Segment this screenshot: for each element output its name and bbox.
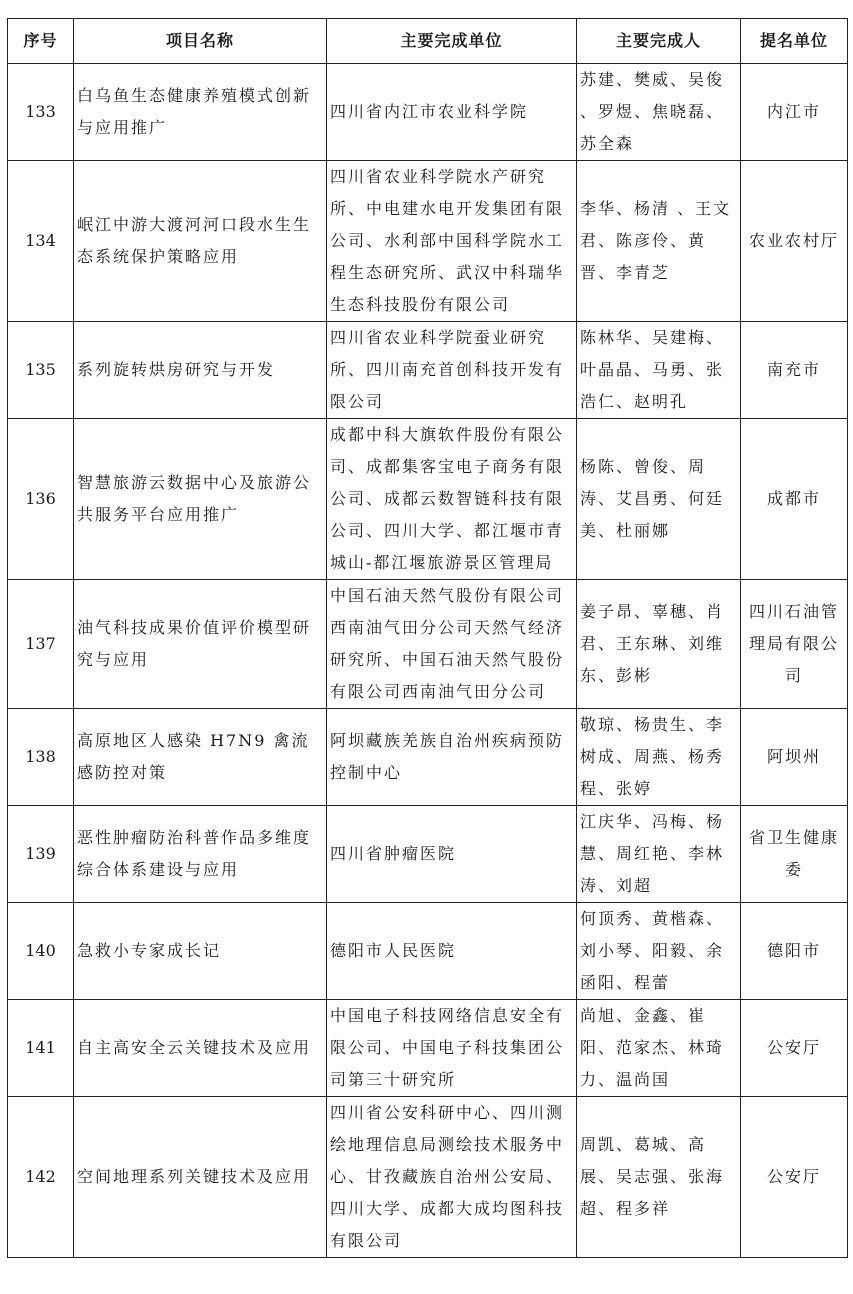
main-unit: 中国石油天然气股份有限公司西南油气田分公司天然气经济研究所、中国石油天然气股份有限公司西南油气田分公司	[327, 580, 577, 709]
row-number: 133	[8, 64, 74, 161]
table-row	[8, 580, 848, 709]
main-unit: 四川省肿瘤医院	[327, 806, 577, 903]
main-people: 杨陈、曾俊、周涛、艾昌勇、何廷美、杜丽娜	[577, 419, 741, 580]
main-people: 江庆华、冯梅、杨慧、周红艳、李林涛、刘超	[577, 806, 741, 903]
nominating-unit: 德阳市	[741, 903, 848, 1000]
nominating-unit: 省卫生健康委	[741, 806, 848, 903]
award-table	[7, 18, 848, 1258]
nominating-unit: 南充市	[741, 322, 848, 419]
main-people: 苏建、樊威、吴俊 、罗煜、焦晓磊、苏全森	[577, 64, 741, 161]
header-nominating-unit: 提名单位	[741, 19, 848, 64]
main-unit: 德阳市人民医院	[327, 903, 577, 1000]
project-name: 系列旋转烘房研究与开发	[74, 322, 327, 419]
main-unit: 四川省内江市农业科学院	[327, 64, 577, 161]
table-row	[8, 1097, 848, 1258]
award-table-page	[7, 18, 847, 1258]
header-project-name: 项目名称	[74, 19, 327, 64]
main-unit: 中国电子科技网络信息安全有限公司、中国电子科技集团公司第三十研究所	[327, 1000, 577, 1097]
table-row	[8, 1000, 848, 1097]
row-number: 137	[8, 580, 74, 709]
main-unit: 成都中科大旗软件股份有限公司、成都集客宝电子商务有限公司、成都云数智链科技有限公司、四川大学、都江堰市青城山-都江堰旅游景区管理局	[327, 419, 577, 580]
nominating-unit: 内江市	[741, 64, 848, 161]
main-unit: 四川省农业科学院蚕业研究所、四川南充首创科技开发有限公司	[327, 322, 577, 419]
nominating-unit: 公安厅	[741, 1000, 848, 1097]
table-row	[8, 322, 848, 419]
row-number: 136	[8, 419, 74, 580]
table-row	[8, 806, 848, 903]
row-number: 142	[8, 1097, 74, 1258]
project-name: 高原地区人感染 H7N9 禽流感防控对策	[74, 709, 327, 806]
main-people: 周凯、葛城、高展、吴志强、张海超、程多祥	[577, 1097, 741, 1258]
row-number: 139	[8, 806, 74, 903]
header-main-people: 主要完成人	[577, 19, 741, 64]
project-name: 智慧旅游云数据中心及旅游公共服务平台应用推广	[74, 419, 327, 580]
row-number: 135	[8, 322, 74, 419]
nominating-unit: 四川石油管理局有限公司	[741, 580, 848, 709]
table-row	[8, 903, 848, 1000]
header-main-unit: 主要完成单位	[327, 19, 577, 64]
table-row	[8, 419, 848, 580]
row-number: 141	[8, 1000, 74, 1097]
main-unit: 四川省农业科学院水产研究所、中电建水电开发集团有限公司、水利部中国科学院水工程生态研究所、武汉中科瑞华生态科技股份有限公司	[327, 161, 577, 322]
row-number: 138	[8, 709, 74, 806]
project-name: 油气科技成果价值评价模型研究与应用	[74, 580, 327, 709]
main-unit: 四川省公安科研中心、四川测绘地理信息局测绘技术服务中心、甘孜藏族自治州公安局、四川大学、成都大成均图科技有限公司	[327, 1097, 577, 1258]
project-name: 空间地理系列关键技术及应用	[74, 1097, 327, 1258]
row-number: 140	[8, 903, 74, 1000]
project-name: 恶性肿瘤防治科普作品多维度综合体系建设与应用	[74, 806, 327, 903]
row-number: 134	[8, 161, 74, 322]
main-people: 姜子昂、辜穗、肖君、王东琳、刘维东、彭彬	[577, 580, 741, 709]
table-row	[8, 161, 848, 322]
main-people: 敬琼、杨贵生、李树成、周燕、杨秀程、张婷	[577, 709, 741, 806]
main-unit: 阿坝藏族羌族自治州疾病预防控制中心	[327, 709, 577, 806]
nominating-unit: 阿坝州	[741, 709, 848, 806]
nominating-unit: 农业农村厅	[741, 161, 848, 322]
main-people: 何顶秀、黄楷森、刘小琴、阳毅、余函阳、程蕾	[577, 903, 741, 1000]
header-number: 序号	[8, 19, 74, 64]
table-row	[8, 709, 848, 806]
table-row	[8, 64, 848, 161]
nominating-unit: 公安厅	[741, 1097, 848, 1258]
project-name: 急救小专家成长记	[74, 903, 327, 1000]
project-name: 岷江中游大渡河河口段水生生态系统保护策略应用	[74, 161, 327, 322]
project-name: 白乌鱼生态健康养殖模式创新与应用推广	[74, 64, 327, 161]
project-name: 自主高安全云关键技术及应用	[74, 1000, 327, 1097]
main-people: 陈林华、吴建梅、叶晶晶、马勇、张浩仁、赵明孔	[577, 322, 741, 419]
table-header-row	[8, 19, 848, 64]
main-people: 尚旭、金鑫、崔阳、范家杰、林琦力、温尚国	[577, 1000, 741, 1097]
nominating-unit: 成都市	[741, 419, 848, 580]
main-people: 李华、杨清 、王文君、陈彦伶、黄晋、李青芝	[577, 161, 741, 322]
